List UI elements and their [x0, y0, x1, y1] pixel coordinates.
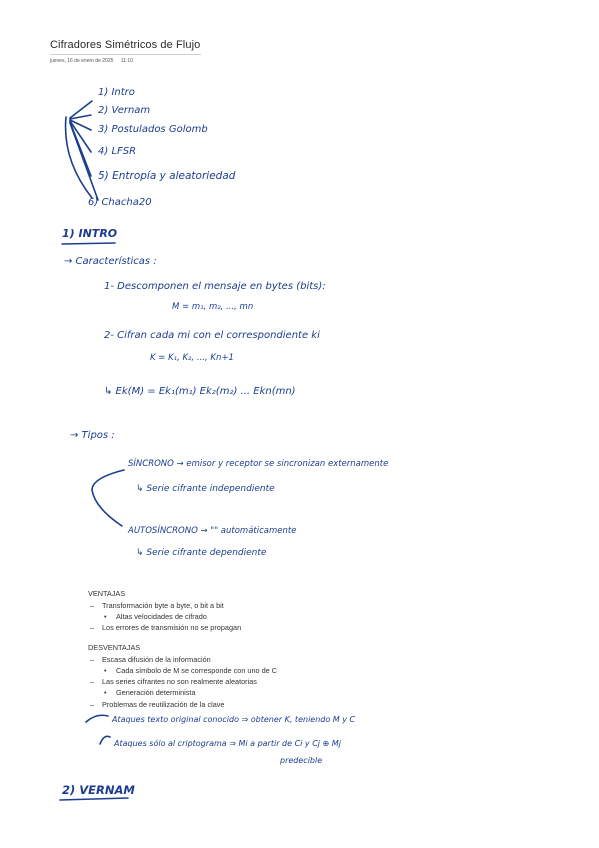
- characteristic-step-1: 1- Descomponen el mensaje en bytes (bits):: [104, 281, 326, 292]
- type-autosincrono: AUTOSÍNCRONO → "" automáticamente: [128, 526, 297, 536]
- attack-known-plaintext: Ataques texto original conocido ⇒ obtener K, teniendo M y C: [112, 715, 356, 724]
- ventajas-item-2: • Altas velocidades de cifrado: [104, 612, 207, 621]
- index-item-intro: 1) Intro: [98, 87, 135, 98]
- desventajas-item-2: • Cada símbolo de M se corresponde con uno de C: [104, 666, 278, 675]
- ventajas-item-3: – Los errores de transmisión no se propagan: [90, 623, 242, 632]
- desventajas-item-5: – Problemas de reutilización de la clave: [90, 700, 225, 709]
- type-autosincrono-detail: ↳ Serie cifrante dependiente: [136, 548, 267, 558]
- types-heading: → Tipos :: [70, 430, 115, 441]
- ventajas-item-1: – Transformación byte a byte, o bit a bit: [90, 601, 224, 610]
- encryption-result: ↳ Ek(M) = Ek₁(m₁) Ek₂(m₂) ... Ekn(mn): [104, 386, 296, 397]
- page-time: 11:10: [120, 58, 133, 64]
- characteristics-heading: → Características :: [64, 256, 157, 267]
- attack-ciphertext-only-cont: predecible: [280, 756, 323, 765]
- vernam-heading-underline: [60, 798, 128, 800]
- index-item-vernam: 2) Vernam: [98, 105, 151, 116]
- step-2-formula: K = K₁, K₂, ..., Kn+1: [150, 353, 234, 363]
- characteristic-step-2: 2- Cifran cada mi con el correspondiente ki: [104, 330, 320, 341]
- index-item-golomb: 3) Postulados Golomb: [98, 124, 208, 135]
- section-heading-vernam: 2) VERNAM: [62, 783, 135, 797]
- attack-arrow-1: [86, 715, 108, 722]
- page-date: jueves, 16 de enero de 2025: [50, 58, 114, 64]
- types-bracket: [92, 470, 124, 526]
- type-sincrono: SÍNCRONO → emisor y receptor se sincronizan externamente: [128, 459, 389, 469]
- index-item-chacha20: 6) Chacha20: [88, 197, 152, 208]
- desventajas-item-4: • Generación determinista: [104, 688, 196, 697]
- attack-ciphertext-only: Ataques sólo al criptograma ⇒ Mi a partir de Ci y Cj ⊕ Mj: [114, 739, 341, 748]
- index-item-entropia: 5) Entropía y aleatoriedad: [98, 170, 236, 182]
- step-1-formula: M = m₁, m₂, ..., mn: [172, 302, 254, 312]
- desventajas-heading: DESVENTAJAS: [88, 643, 141, 652]
- ventajas-heading: VENTAJAS: [88, 589, 126, 598]
- page-title: Cifradores Simétricos de Flujo: [50, 39, 201, 51]
- desventajas-item-1: – Escasa difusión de la información: [90, 655, 211, 664]
- section-heading-intro: 1) INTRO: [62, 227, 118, 240]
- index-bracket-line-6: [70, 123, 98, 200]
- attack-arrow-2: [100, 736, 110, 744]
- index-item-lfsr: 4) LFSR: [98, 146, 137, 157]
- desventajas-item-3: – Las series cifrantes no son realmente aleatorias: [90, 677, 257, 686]
- intro-heading-underline: [62, 243, 115, 244]
- type-sincrono-detail: ↳ Serie cifrante independiente: [136, 484, 275, 494]
